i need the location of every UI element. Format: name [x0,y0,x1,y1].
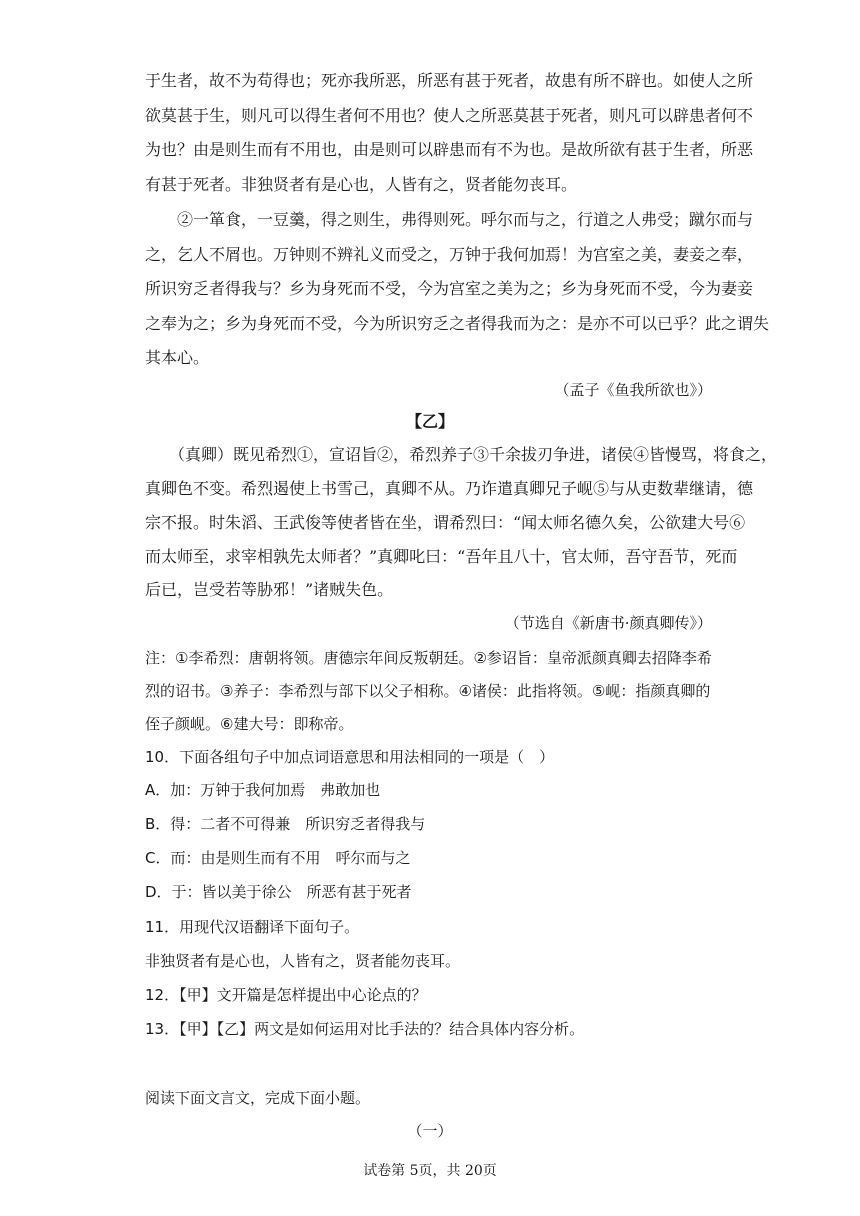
passage-line: 于生者，故不为苟得也；死亦我所恶，所恶有甚于死者，故患有所不辟也。如使人之所 [145,71,754,90]
passage-line: （真卿）既见希烈①，宣诏旨②，希烈养子③千余拔刃争进，诸侯④皆慢骂，将食之， [145,445,778,464]
option-d: D．于：皆以美于徐公 所恶有甚于死者 [145,883,412,901]
question-13: 13．【甲】【乙】两文是如何运用对比手法的？结合具体内容分析。 [145,1020,585,1038]
passage-line: 其本心。 [145,348,210,367]
passage-line: ②一箪食，一豆羹，得之则生，弗得则死。呼尔而与之，行道之人弗受；蹴尔而与 [145,210,754,229]
passage-line: 有甚于死者。非独贤者有是心也，人皆有之，贤者能勿丧耳。 [145,175,578,194]
next-section-heading: （一） [407,1122,453,1140]
note-line: 侄子颜岘。⑥建大号：即称帝。 [145,715,354,733]
passage-line: 所识穷乏者得我与？乡为身死而不受，今为宫室之美为之；乡为身死而不受，今为妻妾 [145,279,754,298]
passage-line: 宗不报。时朱滔、王武俊等使者皆在坐，谓希烈曰：“闻太师名德久矣，公欲建大号⑥ [145,513,746,532]
option-a: A．加：万钟于我何加焉 弗敢加也 [145,781,381,799]
page-footer: 试卷第 5页，共 20页 [363,1163,497,1179]
question-11: 11．用现代汉语翻译下面句子。 [145,918,360,936]
question-12: 12．【甲】文开篇是怎样提出中心论点的？ [145,986,427,1004]
passage-line: 后已，岂受若等胁邪！”诸贼失色。 [145,580,394,599]
passage-line: 而太师至，求宰相孰先太师者？”真卿叱曰：“吾年且八十，官太师，吾守吾节，死而 [145,547,738,566]
source-citation: （孟子《鱼我所欲也》） [554,381,712,399]
passage-line: 欲莫甚于生，则凡可以得生者何不用也？使人之所恶莫甚于死者，则凡可以辟患者何不 [145,106,754,125]
option-b: B．得：二者不可得兼 所识穷乏者得我与 [145,815,426,833]
passage-line: 为也？由是则生而有不用也，由是则可以辟患而有不为也。是故所欲有甚于生者，所恶 [145,140,754,159]
question-text: 10．下面各组句子中加点词语意思和用法相同的一项是（ ） [145,748,555,766]
passage-line: 之奉为之；乡为身死而不受，今为所识穷乏之者得我而为之：是亦不可以已乎？此之谓失 [145,314,770,333]
note-line: 注：①李希烈：唐朝将领。唐德宗年间反叛朝廷。②参诏旨：皇帝派颜真卿去招降李希 [145,649,712,667]
source-citation: （节选自《新唐书·颜真卿传》） [504,614,712,632]
section-heading: 【乙】 [405,412,454,431]
question-11-sentence: 非独贤者有是心也，人皆有之，贤者能勿丧耳。 [145,952,461,970]
passage-line: 之，乞人不屑也。万钟则不辨礼义而受之，万钟于我何加焉！为宫室之美，妻妾之奉， [145,245,754,264]
passage-line: 真卿色不变。希烈遏使上书雪己，真卿不从。乃诈遣真卿兄子岘⑤与从吏数辈继请，德 [145,479,754,498]
option-c: C．而：由是则生而有不用 呼尔而与之 [145,849,411,867]
next-section-instruction: 阅读下面文言文，完成下面小题。 [145,1089,371,1107]
note-line: 烈的诏书。③养子：李希烈与部下以父子相称。④诸侯：此指将领。⑤岘：指颜真卿的 [145,682,711,700]
